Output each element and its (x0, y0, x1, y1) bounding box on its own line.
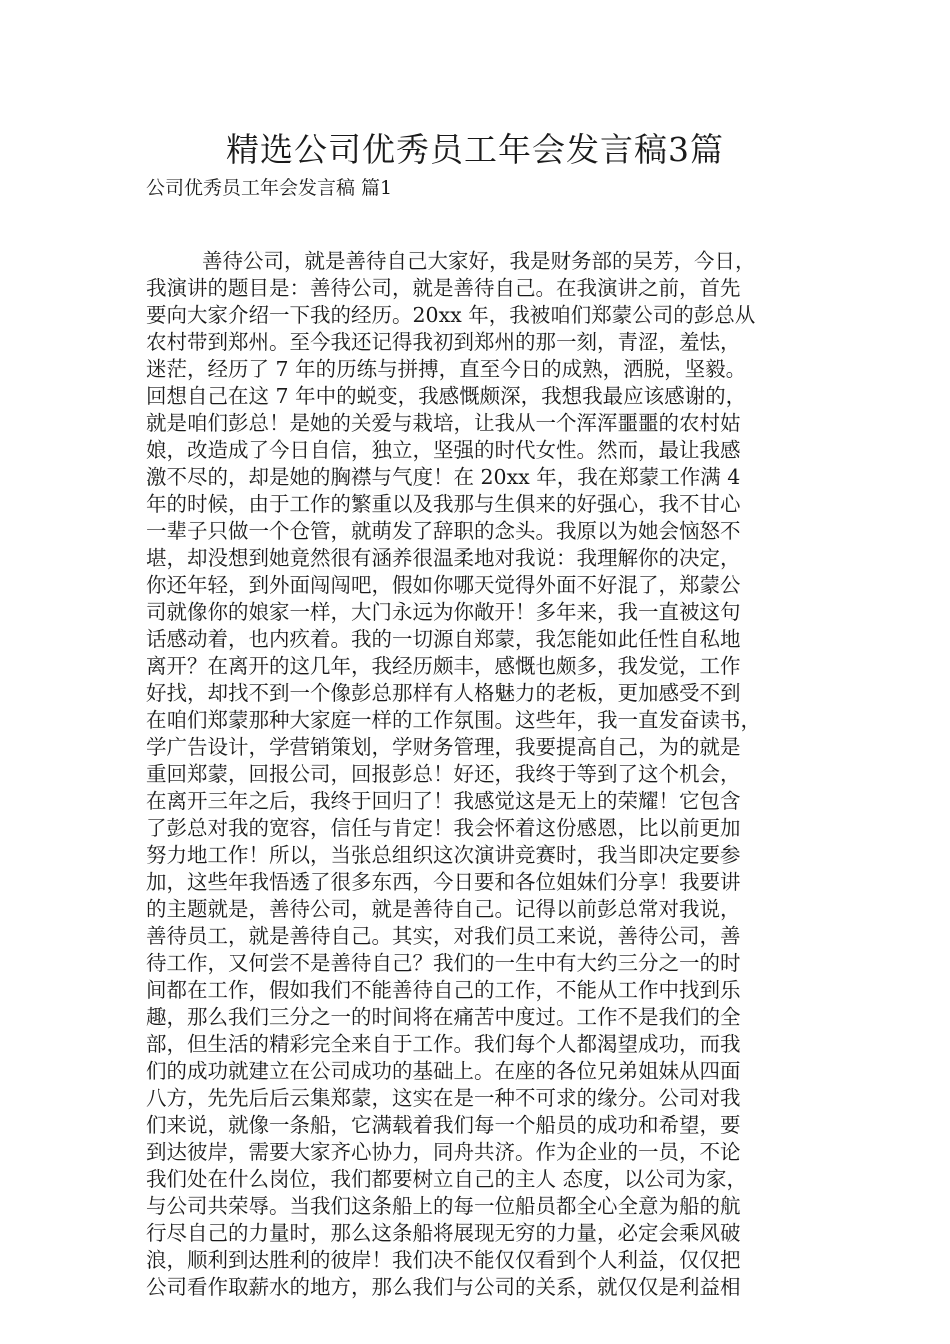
body-line: 善待员工，就是善待自己。其实，对我们员工来说，善待公司，善 (146, 924, 741, 948)
body-line: 加，这些年我悟透了很多东西，今日要和各位姐妹们分享！我要讲 (146, 870, 741, 894)
body-line: 年的时候，由于工作的繁重以及我那与生俱来的好强心，我不甘心 (146, 492, 741, 516)
document-title: 精选公司优秀员工年会发言稿3篇 (226, 130, 724, 169)
body-line: 要向大家介绍一下我的经历。20xx 年，我被咱们郑蒙公司的彭总从 (146, 303, 756, 327)
body-line: 间都在工作，假如我们不能善待自己的工作，不能从工作中找到乐 (146, 978, 741, 1002)
body-line: 行尽自己的力量时，那么这条船将展现无穷的力量，必定会乘风破 (146, 1221, 741, 1245)
body-line: 迷茫，经历了 7 年的历练与拼搏，直至今日的成熟，洒脱，坚毅。 (146, 357, 747, 381)
body-line: 你还年轻，到外面闯闯吧，假如你哪天觉得外面不好混了，郑蒙公 (146, 573, 741, 597)
body-line: 回想自己在这 7 年中的蜕变，我感慨颇深，我想我最应该感谢的， (146, 384, 747, 408)
body-line: 们的成功就建立在公司成功的基础上。在座的各位兄弟姐妹从四面 (146, 1059, 741, 1083)
body-line: 努力地工作！所以，当张总组织这次演讲竞赛时，我当即决定要参 (146, 843, 741, 867)
body-line: 们来说，就像一条船，它满载着我们每一个船员的成功和希望，要 (146, 1113, 741, 1137)
body-line: 重回郑蒙，回报公司，回报彭总！好还，我终于等到了这个机会， (146, 762, 741, 786)
body-line: 离开？在离开的这几年，我经历颇丰，感慨也颇多，我发觉，工作 (146, 654, 741, 678)
section-heading: 公司优秀员工年会发言稿 篇1 (146, 177, 393, 199)
body-line: 了彭总对我的宽容，信任与肯定！我会怀着这份感恩，比以前更加 (146, 816, 741, 840)
body-line: 我们处在什么岗位，我们都要树立自己的主人 态度，以公司为家， (146, 1167, 748, 1191)
speech-body (146, 248, 806, 1301)
body-line: 待工作，又何尝不是善待自己？我们的一生中有大约三分之一的时 (146, 951, 741, 975)
body-line: 好找，却找不到一个像彭总那样有人格魅力的老板，更加感受不到 (146, 681, 741, 705)
body-line: 趣，那么我们三分之一的时间将在痛苦中度过。工作不是我们的全 (146, 1005, 741, 1029)
body-line: 堪，却没想到她竟然很有涵养很温柔地对我说：我理解你的决定， (146, 546, 741, 570)
body-line: 部，但生活的精彩完全来自于工作。我们每个人都渴望成功，而我 (146, 1032, 741, 1056)
body-line: 就是咱们彭总！是她的关爱与栽培，让我从一个浑浑噩噩的农村姑 (146, 411, 741, 435)
body-line: 善待公司，就是善待自己大家好，我是财务部的吴芳，今日， (202, 249, 756, 273)
body-line: 八方，先先后后云集郑蒙，这实在是一种不可求的缘分。公司对我 (146, 1086, 741, 1110)
body-line: 在离开三年之后，我终于回归了！我感觉这是无上的荣耀！它包含 (146, 789, 741, 813)
body-line: 与公司共荣辱。当我们这条船上的每一位船员都全心全意为船的航 (146, 1194, 741, 1218)
body-line: 一辈子只做一个仓管，就萌发了辞职的念头。我原以为她会恼怒不 (146, 519, 741, 543)
body-line: 激不尽的，却是她的胸襟与气度！在 20xx 年，我在郑蒙工作满 4 (146, 465, 741, 489)
body-line: 我演讲的题目是：善待公司，就是善待自己。在我演讲之前，首先 (146, 276, 741, 300)
body-line: 娘，改造成了今日自信，独立，坚强的时代女性。然而，最让我感 (146, 438, 741, 462)
body-line: 浪，顺利到达胜利的彼岸！我们决不能仅仅看到个人利益，仅仅把 (146, 1248, 741, 1272)
body-line: 学广告设计，学营销策划，学财务管理，我要提高自己，为的就是 (146, 735, 741, 759)
body-line: 农村带到郑州。至今我还记得我初到郑州的那一刻，青涩，羞怯， (146, 330, 741, 354)
body-line: 的主题就是，善待公司，就是善待自己。记得以前彭总常对我说， (146, 897, 741, 921)
body-line: 话感动着，也内疚着。我的一切源自郑蒙，我怎能如此任性自私地 (146, 627, 741, 651)
body-line: 司就像你的娘家一样，大门永远为你敞开！多年来，我一直被这句 (146, 600, 741, 624)
body-line: 在咱们郑蒙那种大家庭一样的工作氛围。这些年，我一直发奋读书， (146, 708, 761, 732)
body-line: 公司看作取薪水的地方，那么我们与公司的关系，就仅仅是利益相 (146, 1275, 741, 1299)
body-line: 到达彼岸，需要大家齐心协力，同舟共济。作为企业的一员，不论 (146, 1140, 741, 1164)
